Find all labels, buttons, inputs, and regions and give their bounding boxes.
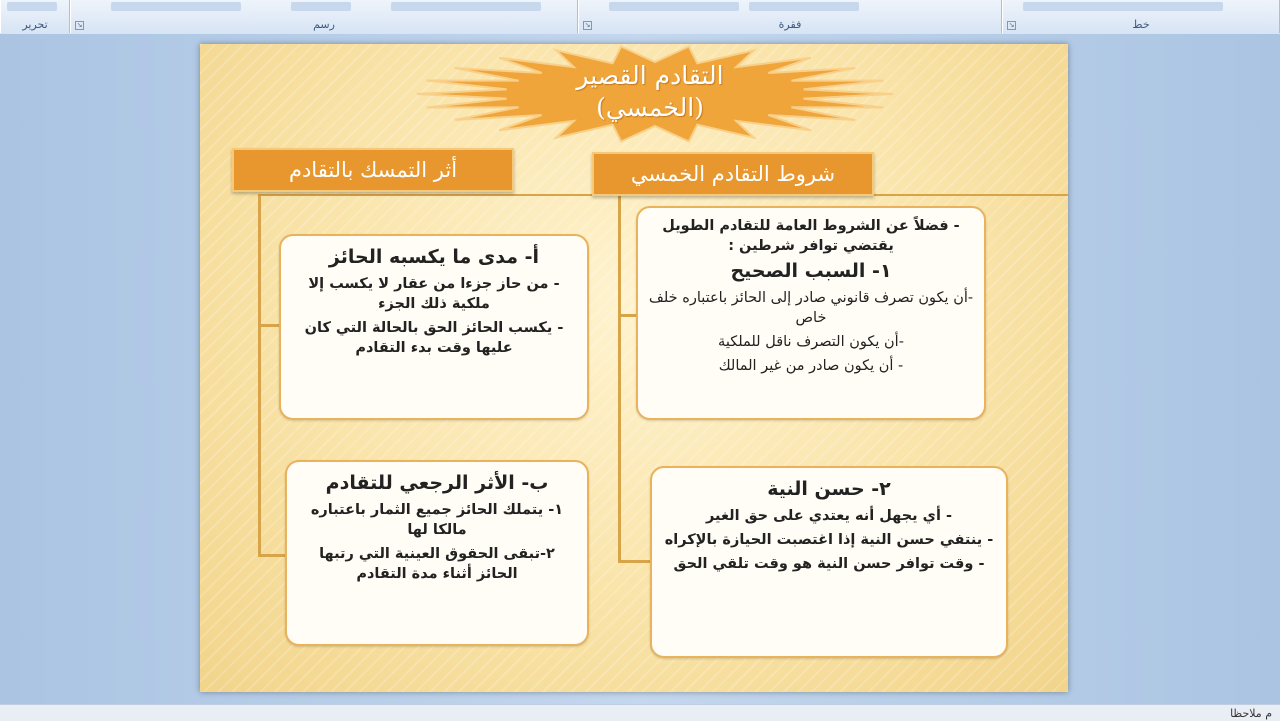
card-scope-of-acquisition[interactable]	[279, 234, 589, 420]
card-line: - أن يكون صادر من غير المالك	[718, 358, 904, 374]
heading-effect-of-prescription[interactable]: أثر التمسك بالتقادم	[232, 148, 514, 192]
status-bar	[0, 704, 1280, 721]
ribbon-group-drawing[interactable]	[70, 0, 578, 33]
dialog-launcher-icon[interactable]: ↘	[1008, 21, 1015, 29]
card-title: أ- مدى ما يكسبه الحائز	[328, 246, 540, 268]
connector-line	[258, 194, 261, 556]
ribbon-group-paragraph[interactable]	[578, 0, 1002, 33]
ribbon-group-editing[interactable]	[0, 0, 70, 33]
card-line: ٢-تبقى الحقوق العينية التي رتبها الحائز أثناء مدة التقادم	[319, 546, 555, 582]
slide[interactable]	[200, 44, 1068, 692]
heading-conditions-of-prescription[interactable]: شروط التقادم الخمسي	[592, 152, 874, 196]
slide-title-line1: التقادم القصير	[576, 61, 724, 90]
card-retroactive-effect[interactable]	[285, 460, 589, 646]
card-line: - وقت توافر حسن النية هو وقت تلقي الحق	[673, 556, 985, 572]
slide-title-line2: (الخمسي)	[596, 93, 704, 122]
connector-line	[618, 560, 652, 563]
card-line: ١- يتملك الحائز جميع الثمار باعتباره مالكا لها	[310, 502, 564, 538]
dialog-launcher-icon[interactable]: ↘	[584, 21, 591, 29]
card-good-faith[interactable]	[650, 466, 1008, 658]
ribbon-group-label: خط	[1132, 18, 1150, 31]
card-intro: - فضلاً عن الشروط العامة للتقادم الطويل يقتضي توافر شرطين :	[662, 218, 960, 254]
card-title: ١- السبب الصحيح	[730, 260, 892, 282]
card-line: - يكسب الحائز الحق بالحالة التي كان عليها وقت بدء التقادم	[304, 320, 564, 356]
card-line: -أن يكون تصرف قانوني صادر إلى الحائز باعتباره خلف خاص	[648, 290, 974, 326]
ribbon	[0, 0, 1280, 35]
card-valid-cause[interactable]	[636, 206, 986, 420]
connector-line	[258, 554, 286, 557]
ribbon-group-label: فقرة	[778, 18, 802, 31]
card-line: - ينتفي حسن النية إذا اغتصبت الحيازة بالإكراه	[664, 532, 994, 548]
ribbon-group-font[interactable]	[1002, 0, 1280, 33]
connector-line	[618, 196, 621, 562]
ribbon-group-label: رسم	[313, 18, 335, 31]
ribbon-group-label: تحرير	[22, 18, 48, 31]
slide-title[interactable]	[520, 60, 780, 124]
card-line: -أن يكون التصرف ناقل للملكية	[718, 334, 904, 350]
dialog-launcher-icon[interactable]: ↘	[76, 21, 83, 29]
card-line: - من حاز جزءا من عقار لا يكسب إلا ملكية ذلك الجزء	[308, 276, 560, 312]
connector-line	[618, 314, 638, 317]
notes-label[interactable]: م ملاحظا	[1230, 707, 1272, 720]
card-title: ٢- حسن النية	[767, 478, 891, 500]
card-line: - أي يجهل أنه يعتدي على حق الغير	[706, 508, 952, 524]
card-title: ب- الأثر الرجعي للتقادم	[325, 472, 549, 494]
